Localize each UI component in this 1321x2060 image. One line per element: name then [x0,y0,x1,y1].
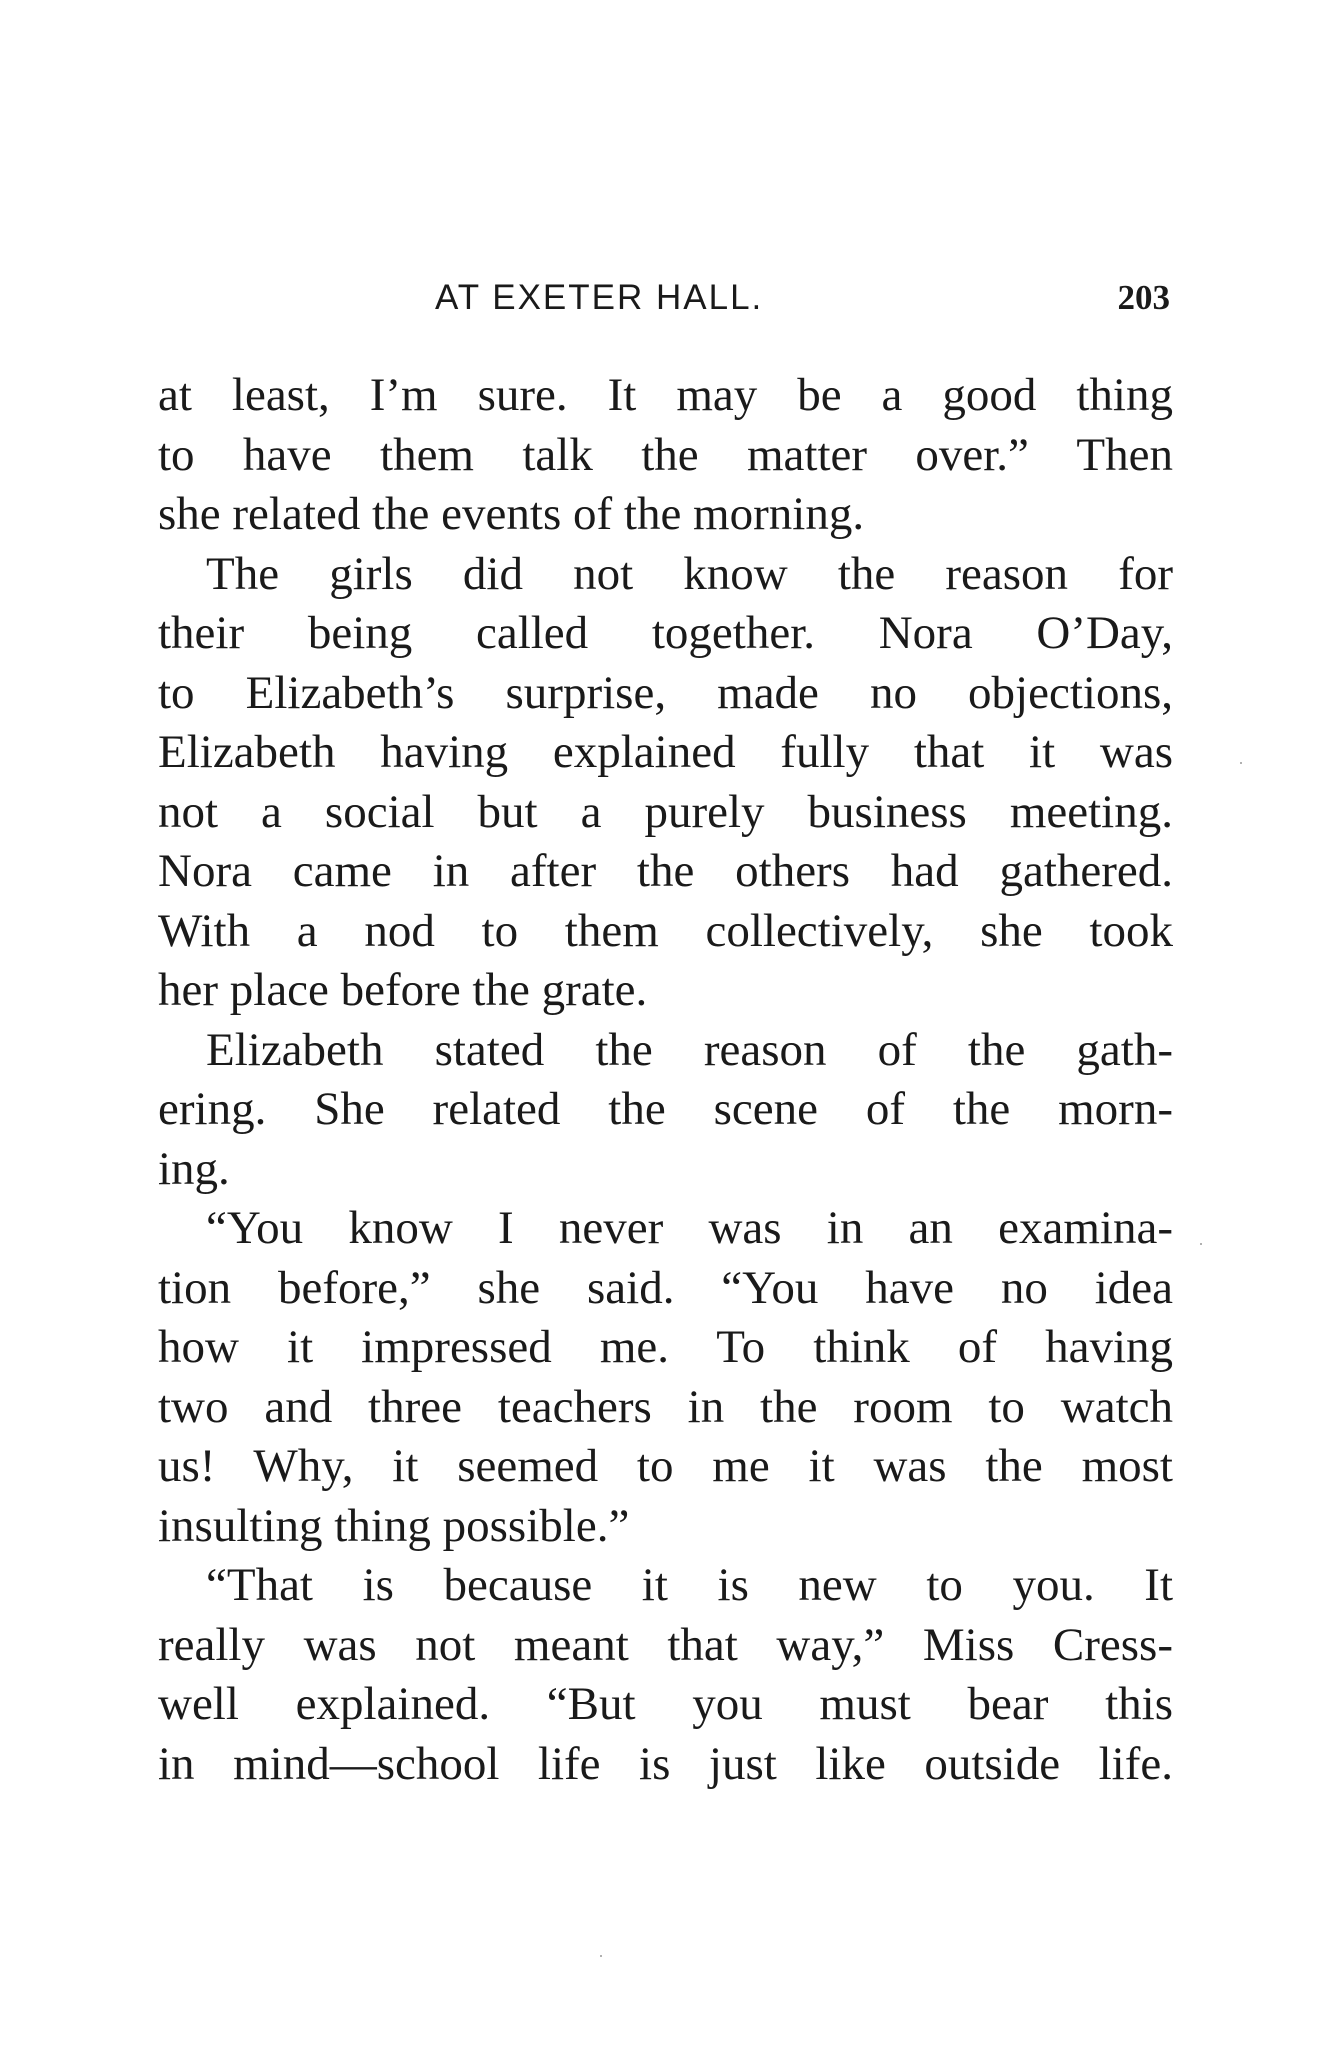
chapter-title: AT EXETER HALL. [435,278,764,317]
text-line: Elizabeth having explained fully that it was [158,726,1173,778]
text-line: really was not meant that way,” Miss Cress- [158,1618,1173,1671]
text-line: two and three teachers in the room to watch [158,1380,1173,1433]
text-line: “You know I never was in an examina- [206,1202,1173,1254]
text-line: “That is because it is new to you. It [206,1559,1173,1611]
text-line: well explained. “But you must bear this [158,1678,1173,1730]
paper-speck [600,1955,602,1957]
text-line: Elizabeth stated the reason of the gath- [206,1023,1173,1076]
text-line: Nora came in after the others had gathered. [158,845,1173,897]
text-line: With a nod to them collectively, she took [158,904,1173,957]
text-line: at least, I’m sure. It may be a good thing [158,369,1173,421]
text-line: in mind—school life is just like outside life. [158,1737,1173,1790]
text-line: tion before,” she said. “You have no idea [158,1261,1173,1314]
text-line: ering. She related the scene of the morn- [158,1083,1173,1135]
running-head [160,278,1170,328]
page-number: 203 [1117,278,1170,317]
text-line: their being called together. Nora O’Day, [158,607,1173,659]
text-line: not a social but a purely business meeting. [158,785,1173,838]
paper-speck [1240,762,1242,764]
text-line: she related the events of the morning. [158,488,865,540]
text-line: how it impressed me. To think of having [158,1321,1173,1373]
text-line: ing. [158,1142,230,1195]
text-line: The girls did not know the reason for [206,547,1173,600]
text-line: insulting thing possible.” [158,1499,630,1552]
text-line: her place before the grate. [158,964,648,1016]
paper-speck [1200,1243,1202,1245]
text-line: to have them talk the matter over.” Then [158,428,1173,481]
body-text [158,366,1173,1794]
text-line: us! Why, it seemed to me it was the most [158,1440,1173,1492]
text-line: to Elizabeth’s surprise, made no objections, [158,666,1173,719]
